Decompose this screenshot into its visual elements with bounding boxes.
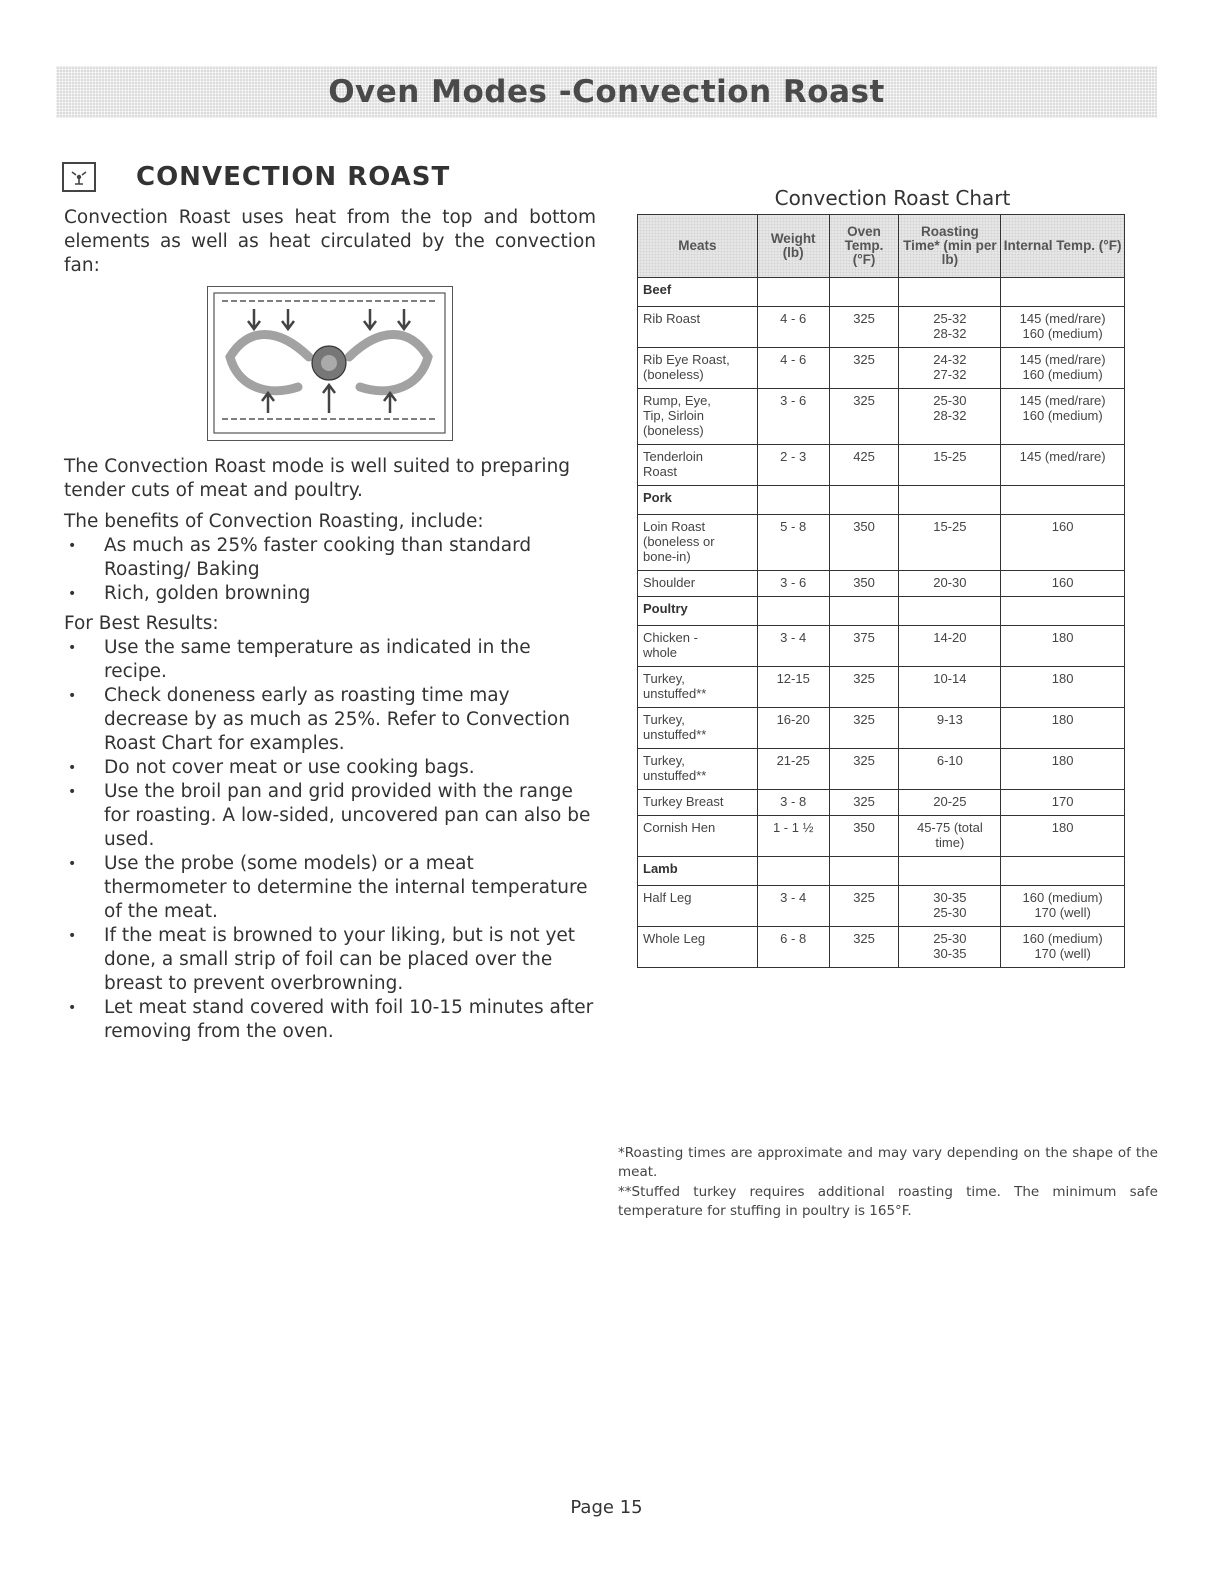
column-header-weight: Weight (lb)	[757, 215, 829, 278]
cell-meat: Cornish Hen	[638, 816, 758, 857]
table-row	[638, 667, 1125, 708]
cell-time: 25-30 30-35	[899, 927, 1001, 968]
cell-time: 30-35 25-30	[899, 886, 1001, 927]
chart-column	[615, 186, 1160, 961]
cell-internal: 160	[1001, 571, 1125, 597]
cell-time: 24-32 27-32	[899, 348, 1001, 389]
category-label: Beef	[638, 278, 758, 307]
cell-meat: Tenderloin Roast	[638, 445, 758, 486]
cell-weight: 4 - 6	[757, 348, 829, 389]
table-header-row	[638, 215, 1125, 278]
page-number: Page 15	[570, 1497, 643, 1518]
banner-title: Oven Modes -Convection Roast	[328, 74, 885, 110]
cell-internal: 145 (med/rare) 160 (medium)	[1001, 389, 1125, 445]
list-item: • Let meat stand covered with foil 10-15 minutes after removing from the oven.	[64, 996, 596, 1044]
footnotes	[618, 1144, 1158, 1222]
empty-cell	[899, 857, 1001, 886]
empty-cell	[1001, 278, 1125, 307]
convection-roast-table	[637, 214, 1125, 968]
table-row	[638, 790, 1125, 816]
page-banner	[56, 66, 1157, 118]
table-row	[638, 708, 1125, 749]
cell-weight: 21-25	[757, 749, 829, 790]
category-label: Poultry	[638, 597, 758, 626]
table-row	[638, 348, 1125, 389]
empty-cell	[899, 486, 1001, 515]
column-header-oven-temp: Oven Temp. (°F)	[829, 215, 899, 278]
cell-time: 14-20	[899, 626, 1001, 667]
empty-cell	[757, 486, 829, 515]
suited-text: The Convection Roast mode is well suited to preparing tender cuts of meat and poultry.	[64, 456, 571, 501]
cell-time: 45-75 (total time)	[899, 816, 1001, 857]
table-category-row	[638, 597, 1125, 626]
column-header-internal-temp: Internal Temp. (°F)	[1001, 215, 1125, 278]
section-header	[62, 162, 450, 192]
empty-cell	[757, 857, 829, 886]
cell-meat: Turkey, unstuffed**	[638, 708, 758, 749]
cell-weight: 1 - 1 ½	[757, 816, 829, 857]
cell-weight: 16-20	[757, 708, 829, 749]
cell-internal: 180	[1001, 708, 1125, 749]
cell-meat: Chicken - whole	[638, 626, 758, 667]
list-item: • Use the broil pan and grid provided with the range for roasting. A low-sided, uncovered pan can also be used.	[64, 780, 596, 852]
cell-temp: 325	[829, 790, 899, 816]
cell-meat: Half Leg	[638, 886, 758, 927]
cell-meat: Turkey, unstuffed**	[638, 749, 758, 790]
list-item: • Use the same temperature as indicated in the recipe.	[64, 636, 596, 684]
cell-temp: 325	[829, 886, 899, 927]
cell-temp: 325	[829, 348, 899, 389]
cell-time: 25-32 28-32	[899, 307, 1001, 348]
cell-temp: 350	[829, 571, 899, 597]
cell-temp: 375	[829, 626, 899, 667]
cell-time: 6-10	[899, 749, 1001, 790]
benefits-heading: The benefits of Convection Roasting, include:	[64, 511, 484, 532]
empty-cell	[757, 597, 829, 626]
table-row	[638, 816, 1125, 857]
cell-meat: Rib Roast	[638, 307, 758, 348]
cell-internal: 170	[1001, 790, 1125, 816]
cell-meat: Turkey, unstuffed**	[638, 667, 758, 708]
list-item: • Check doneness early as roasting time may decrease by as much as 25%. Refer to Convection Roast Chart for examples.	[64, 684, 596, 756]
table-row	[638, 307, 1125, 348]
table-row	[638, 515, 1125, 571]
list-item: • Use the probe (some models) or a meat thermometer to determine the internal temperature of the meat.	[64, 852, 596, 924]
cell-temp: 425	[829, 445, 899, 486]
cell-meat: Rump, Eye, Tip, Sirloin (boneless)	[638, 389, 758, 445]
cell-time: 20-30	[899, 571, 1001, 597]
cell-weight: 3 - 4	[757, 626, 829, 667]
empty-cell	[1001, 857, 1125, 886]
best-results-list	[64, 636, 596, 1044]
empty-cell	[829, 278, 899, 307]
cell-weight: 12-15	[757, 667, 829, 708]
table-category-row	[638, 278, 1125, 307]
cell-time: 15-25	[899, 515, 1001, 571]
column-header-roasting-time: Roasting Time* (min per lb)	[899, 215, 1001, 278]
footnote-roasting-times: *Roasting times are approximate and may vary depending on the shape of the meat.	[618, 1145, 1158, 1180]
empty-cell	[829, 597, 899, 626]
empty-cell	[829, 857, 899, 886]
empty-cell	[899, 597, 1001, 626]
table-row	[638, 571, 1125, 597]
empty-cell	[899, 278, 1001, 307]
cell-meat: Shoulder	[638, 571, 758, 597]
description-column	[64, 206, 596, 1044]
cell-temp: 350	[829, 816, 899, 857]
cell-internal: 180	[1001, 626, 1125, 667]
table-category-row	[638, 486, 1125, 515]
cell-internal: 160	[1001, 515, 1125, 571]
cell-meat: Rib Eye Roast, (boneless)	[638, 348, 758, 389]
table-row	[638, 927, 1125, 968]
list-item: • Do not cover meat or use cooking bags.	[64, 756, 596, 780]
cell-temp: 325	[829, 749, 899, 790]
cell-temp: 325	[829, 307, 899, 348]
convection-roast-icon	[62, 162, 96, 192]
cell-weight: 6 - 8	[757, 927, 829, 968]
cell-weight: 4 - 6	[757, 307, 829, 348]
column-header-meats: Meats	[638, 215, 758, 278]
list-item: • Rich, golden browning	[64, 582, 596, 606]
cell-meat: Turkey Breast	[638, 790, 758, 816]
list-item: • As much as 25% faster cooking than standard Roasting/ Baking	[64, 534, 596, 582]
table-body	[638, 278, 1125, 968]
cell-time: 20-25	[899, 790, 1001, 816]
cell-internal: 145 (med/rare) 160 (medium)	[1001, 307, 1125, 348]
cell-temp: 325	[829, 708, 899, 749]
cell-time: 9-13	[899, 708, 1001, 749]
cell-internal: 180	[1001, 816, 1125, 857]
table-row	[638, 626, 1125, 667]
list-item: • If the meat is browned to your liking, but is not yet done, a small strip of foil can be placed over the breast to prevent overbrowning.	[64, 924, 596, 996]
empty-cell	[757, 278, 829, 307]
benefits-list	[64, 534, 596, 606]
cell-time: 10-14	[899, 667, 1001, 708]
category-label: Lamb	[638, 857, 758, 886]
cell-weight: 2 - 3	[757, 445, 829, 486]
diagram-container	[64, 286, 596, 441]
cell-internal: 160 (medium) 170 (well)	[1001, 927, 1125, 968]
cell-temp: 325	[829, 389, 899, 445]
cell-time: 25-30 28-32	[899, 389, 1001, 445]
cell-internal: 180	[1001, 749, 1125, 790]
cell-internal: 160 (medium) 170 (well)	[1001, 886, 1125, 927]
cell-weight: 3 - 4	[757, 886, 829, 927]
cell-weight: 3 - 6	[757, 571, 829, 597]
chart-title: Convection Roast Chart	[774, 186, 1011, 210]
empty-cell	[829, 486, 899, 515]
cell-internal: 145 (med/rare)	[1001, 445, 1125, 486]
cell-temp: 325	[829, 927, 899, 968]
cell-internal: 145 (med/rare) 160 (medium)	[1001, 348, 1125, 389]
cell-temp: 350	[829, 515, 899, 571]
cell-weight: 3 - 8	[757, 790, 829, 816]
table-row	[638, 749, 1125, 790]
intro-text: Convection Roast uses heat from the top and bottom elements as well as heat circulated by the convection fan:	[64, 207, 596, 276]
cell-meat: Whole Leg	[638, 927, 758, 968]
cell-time: 15-25	[899, 445, 1001, 486]
footnote-stuffed-turkey: **Stuffed turkey requires additional roasting time. The minimum safe temperature for stuffing in poultry is 165°F.	[618, 1184, 1158, 1219]
section-title: CONVECTION ROAST	[136, 162, 451, 192]
empty-cell	[1001, 597, 1125, 626]
oven-airflow-diagram	[207, 286, 453, 441]
cell-internal: 180	[1001, 667, 1125, 708]
cell-weight: 5 - 8	[757, 515, 829, 571]
table-row	[638, 389, 1125, 445]
table-category-row	[638, 857, 1125, 886]
cell-weight: 3 - 6	[757, 389, 829, 445]
table-row	[638, 886, 1125, 927]
table-row	[638, 445, 1125, 486]
best-results-heading: For Best Results:	[64, 613, 219, 634]
cell-meat: Loin Roast (boneless or bone-in)	[638, 515, 758, 571]
cell-temp: 325	[829, 667, 899, 708]
category-label: Pork	[638, 486, 758, 515]
empty-cell	[1001, 486, 1125, 515]
